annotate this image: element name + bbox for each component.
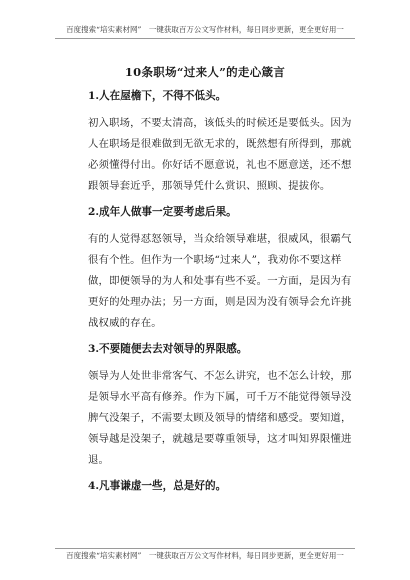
section-heading: 1.人在屋檐下，不得不低头。	[88, 90, 227, 102]
footer-divider	[55, 548, 355, 549]
section-paragraph	[88, 366, 352, 471]
section-heading: 4.凡事谦虚一些，总是好的。	[88, 480, 227, 492]
footer-banner: 百度搜索“培实素材网” 一键获取百万公文写作材料，每日同步更新，更全更好用一	[66, 551, 344, 560]
header-banner: 百度搜索“培实素材网” 一键获取百万公文写作材料，每日同步更新，更全更好用一	[66, 25, 344, 34]
section-paragraph	[88, 113, 352, 197]
section-heading: 2.成年人做事一定要考虑后果。	[88, 206, 237, 218]
paragraph-line: 是领导水平高有修养。作为下属，可千万不能觉得领导没	[88, 391, 352, 403]
paragraph-line: 很有个性。但作为一个职场“过来人”，我劝你不要这样	[88, 254, 342, 266]
paragraph-line: 战权威的存在。	[88, 317, 162, 329]
header-divider	[55, 38, 355, 39]
section-paragraph	[88, 229, 352, 334]
paragraph-line: 领导越是没架子，就越是要尊重领导，这才叫知界限懂进	[88, 433, 352, 445]
paragraph-line: 脾气没架子，不需要太顾及领导的情绪和感受。要知道，	[88, 412, 352, 424]
paragraph-line: 领导为人处世非常客气、不怎么讲究，也不怎么计较，那	[88, 370, 352, 382]
paragraph-line: 更好的处理办法；另一方面，则是因为没有领导会允许挑	[88, 296, 352, 308]
document-title: 10条职场“过来人”的走心箴言	[124, 65, 286, 79]
paragraph-line: 初入职场，不要太清高，该低头的时候还是要低头。因为	[88, 117, 352, 129]
paragraph-line: 跟领导套近乎，那领导凭什么赏识、照顾、提拔你。	[88, 180, 331, 192]
paragraph-line: 必须懂得付出。你好话不愿意说，礼也不愿意送，还不想	[88, 159, 352, 171]
paragraph-line: 退。	[88, 454, 110, 466]
paragraph-line: 人在职场是很难做到无欲无求的，既然想有所得到，那就	[88, 138, 352, 150]
document-body	[88, 89, 352, 503]
paragraph-line: 做，即便领导的为人和处事有些不妥。一方面，是因为有	[88, 275, 352, 287]
section-heading: 3.不要随便去去对领导的界限感。	[88, 343, 248, 355]
paragraph-line: 有的人觉得怼怒领导，当众给领导难堪，很威风，很霸气	[88, 233, 352, 245]
